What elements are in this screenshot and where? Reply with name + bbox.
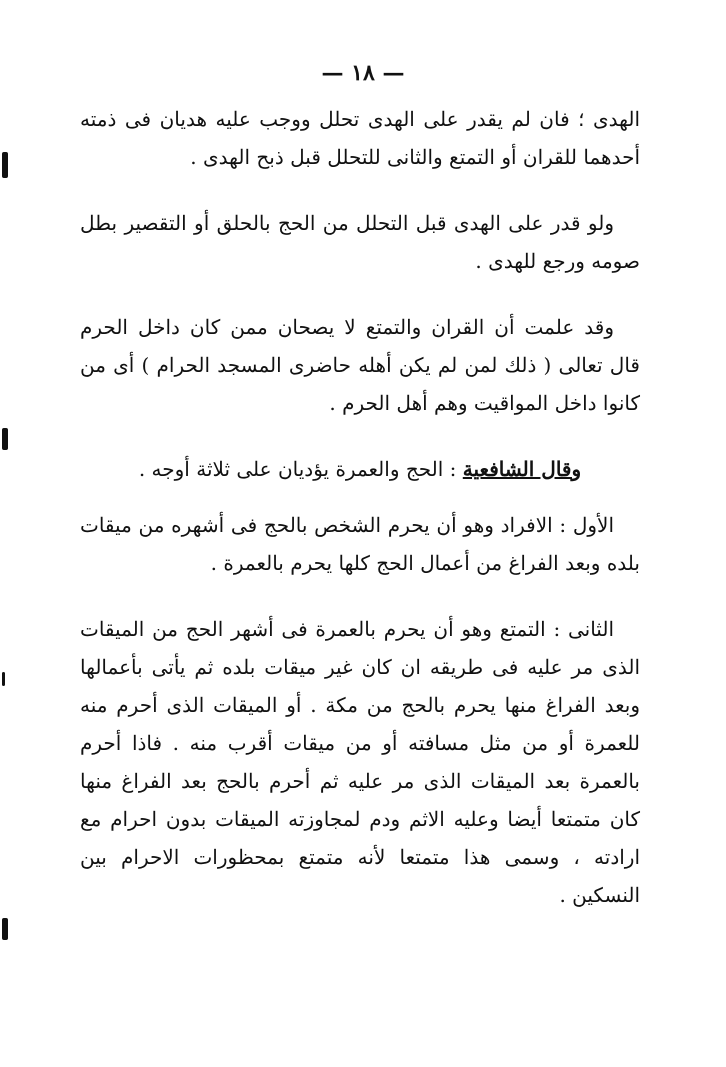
page-body bbox=[80, 100, 640, 932]
paragraph-1: الهدى ؛ فان لم يقدر على الهدى تحلل ووجب عليه هديان فى ذمته أحدهما للقران أو التمتع والثانى للتحلل قبل ذبح الهدى . bbox=[80, 107, 640, 169]
heading-text: الحج والعمرة يؤديان على ثلاثة أوجه . bbox=[138, 457, 444, 481]
paragraph-first-type: الأول : الافراد وهو أن يحرم الشخص بالحج فى أشهره من ميقات بلده وبعد الفراغ من أعمال الحج كلها يحرم بالعمرة . bbox=[80, 513, 640, 575]
scan-edge-mark-2 bbox=[2, 428, 8, 450]
page-number: — ١٨ — bbox=[321, 60, 405, 86]
heading-label: وقال الشافعية bbox=[462, 457, 582, 481]
paragraph-2: ولو قدر على الهدى قبل التحلل من الحج بالحلق أو التقصير بطل صومه ورجع للهدى . bbox=[80, 211, 640, 273]
paragraph-3: وقد علمت أن القران والتمتع لا يصحان ممن كان داخل الحرم قال تعالى ( ذلك لمن لم يكن أهله حاضرى المسجد الحرام ) أى من كانوا داخل المواقيت وهم أهل الحرم . bbox=[80, 315, 640, 415]
heading-separator: : bbox=[443, 457, 463, 481]
shafii-heading bbox=[80, 450, 640, 488]
scan-edge-mark-4 bbox=[2, 918, 8, 940]
paragraph-second-type: الثانى : التمتع وهو أن يحرم بالعمرة فى أشهر الحج من الميقات الذى مر عليه فى طريقه ان كان غير ميقات بلده ثم يأتى بأعمالها وبعد الفراغ منها يحرم بالحج من مكة . أو الميقات الذى أحرم منه للعمرة أو من مثل مسافته أو من ميقات أقرب منه . فاذا أحرم بالعمرة بعد الميقات الذى مر عليه ثم أحرم بالحج بعد الفراغ منها كان متمتعا أيضا وعليه الاثم ودم لمجاوزته الميقات بدون احرام مع ارادته ، وسمى هذا متمتعا لأنه متمتع بمحظورات الاحرام بين النسكين . bbox=[80, 617, 640, 907]
scan-edge-mark-3 bbox=[2, 672, 5, 686]
scan-edge-mark-1 bbox=[2, 152, 8, 178]
